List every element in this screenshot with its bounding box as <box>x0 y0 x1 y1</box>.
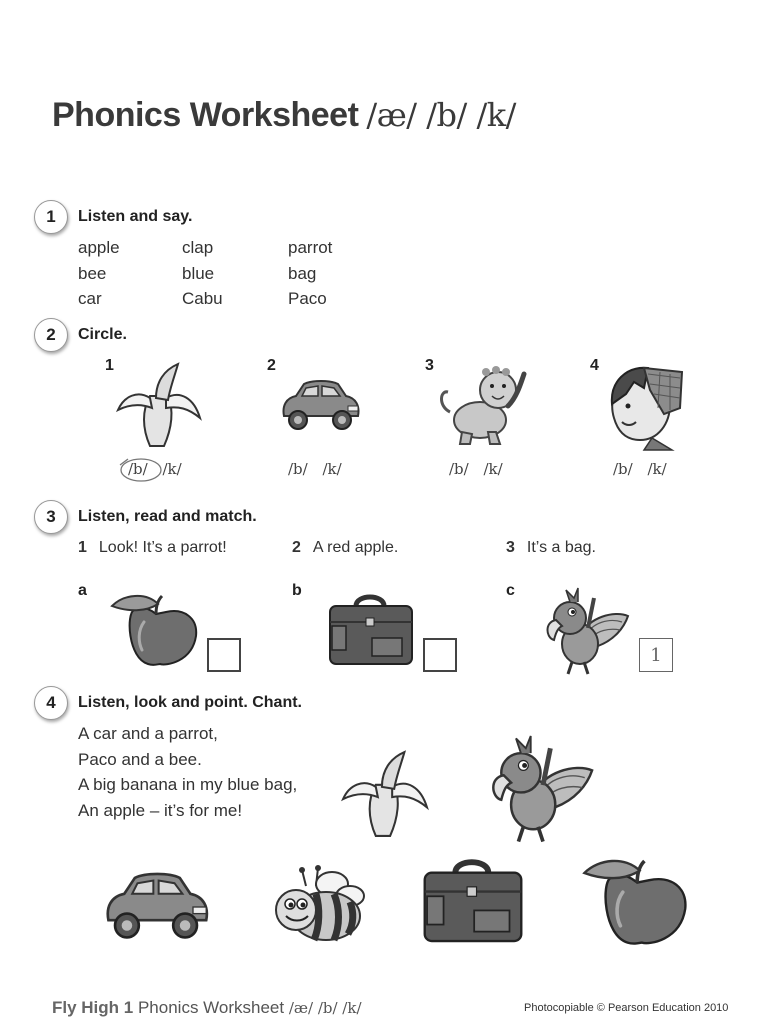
word-item: car <box>78 289 102 308</box>
choice-k[interactable]: /k/ <box>322 460 342 478</box>
parrot-icon <box>544 588 632 676</box>
word-item: parrot <box>288 238 333 257</box>
word-item: Cabu <box>182 289 223 308</box>
sentence-number: 2 <box>292 539 301 556</box>
chant-line: Paco and a bee. <box>78 749 202 769</box>
title-phonemes: /æ/ /b/ /k/ <box>366 96 516 134</box>
section-4-heading: Listen, look and point. Chant. <box>78 694 302 711</box>
boy-icon <box>604 364 688 450</box>
choice-b[interactable]: /b/ <box>613 460 633 478</box>
bag-icon <box>420 856 526 946</box>
choice-b[interactable]: /b/ <box>449 460 469 478</box>
sentence-item <box>78 539 227 557</box>
chant-line: A car and a parrot, <box>78 724 218 743</box>
circle-item-number: 3 <box>425 357 434 374</box>
choice-b[interactable]: /b/ <box>288 460 308 478</box>
apple-icon <box>110 592 200 670</box>
apple-icon <box>582 856 690 950</box>
choice-group <box>124 460 182 478</box>
chant-text <box>78 721 297 823</box>
word-item: apple <box>78 238 120 257</box>
section-4-number: 4 <box>34 686 68 720</box>
answer-box[interactable] <box>423 638 457 672</box>
sentence-text: Look! It’s a parrot! <box>98 539 227 556</box>
footer-copyright: Photocopiable © Pearson Education 2010 <box>524 1002 729 1014</box>
circle-item-number: 2 <box>267 357 276 374</box>
section-1-heading: Listen and say. <box>78 208 193 225</box>
choice-group <box>449 460 503 478</box>
sentence-text: It’s a bag. <box>526 539 596 556</box>
sentence-number: 3 <box>506 539 515 556</box>
bag-icon <box>326 592 416 668</box>
word-item: Paco <box>288 289 327 308</box>
answer-box-value: 1 <box>650 644 662 666</box>
word-item: bee <box>78 264 107 283</box>
lion-cub-icon <box>436 366 530 446</box>
choice-group <box>613 460 667 478</box>
section-3-heading: Listen, read and match. <box>78 508 257 525</box>
footer-brand: Fly High 1 <box>52 998 134 1017</box>
car-icon <box>100 870 212 944</box>
page-title <box>52 96 516 135</box>
choice-b-label: /b/ <box>128 460 148 478</box>
choice-k[interactable]: /k/ <box>647 460 667 478</box>
chant-line: A big banana in my blue bag, <box>78 775 298 794</box>
picture-letter: b <box>292 582 302 599</box>
footer-title <box>52 998 362 1018</box>
sentence-item <box>506 539 596 557</box>
answer-box[interactable] <box>639 638 673 672</box>
parrot-icon <box>488 736 598 844</box>
chant-line: An apple – it’s for me! <box>78 800 243 820</box>
picture-letter: c <box>506 582 515 599</box>
word-item: blue <box>182 264 215 283</box>
sentence-text: A red apple. <box>312 539 399 556</box>
banana-icon <box>340 750 430 838</box>
word-item: bag <box>288 264 317 283</box>
choice-k[interactable]: /k/ <box>162 460 182 478</box>
title-text: Phonics Worksheet <box>52 96 359 134</box>
choice-b[interactable] <box>124 460 152 478</box>
car-icon <box>278 378 362 434</box>
circle-item-number: 4 <box>590 357 599 374</box>
answer-box[interactable] <box>207 638 241 672</box>
sentence-number: 1 <box>78 539 87 556</box>
footer-text: Phonics Worksheet <box>137 998 285 1017</box>
circle-item-number: 1 <box>105 357 114 374</box>
picture-letter: a <box>78 582 87 599</box>
section-2-heading: Circle. <box>78 326 127 343</box>
choice-group <box>288 460 342 478</box>
word-item: clap <box>182 238 214 257</box>
banana-icon <box>116 362 202 448</box>
answer-circle-mark <box>118 457 164 483</box>
section-1-number: 1 <box>34 200 68 234</box>
footer-phonemes: /æ/ /b/ /k/ <box>288 999 362 1017</box>
section-2-number: 2 <box>34 318 68 352</box>
choice-k[interactable]: /k/ <box>483 460 503 478</box>
section-3-number: 3 <box>34 500 68 534</box>
bee-icon <box>262 864 366 944</box>
sentence-item <box>292 539 398 557</box>
